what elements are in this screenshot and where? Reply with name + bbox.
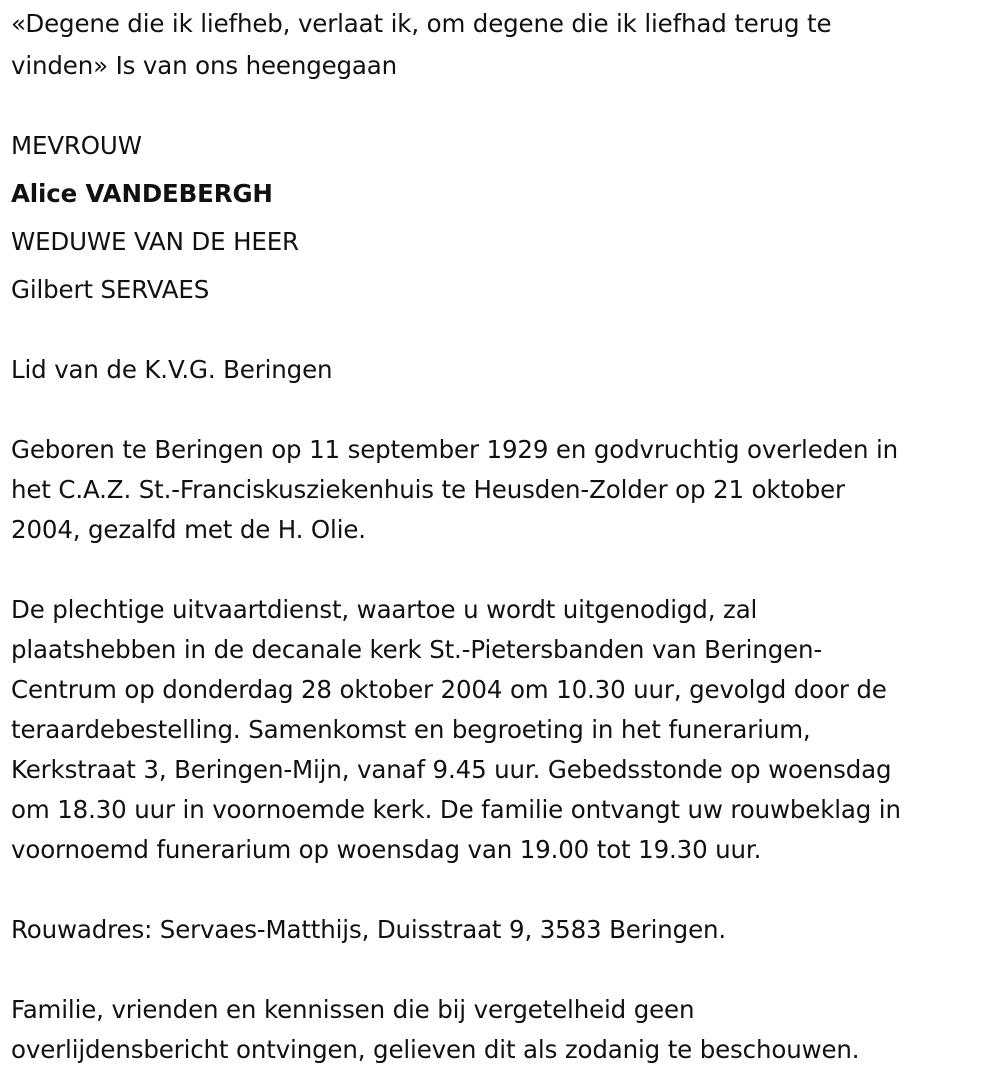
closing-line: Familie, vrienden en kennissen die bij vergetelheid geen	[11, 995, 695, 1024]
funeral-line: plaatshebben in de decanale kerk St.-Pietersbanden van Beringen-	[11, 635, 823, 664]
closing-paragraph	[11, 990, 859, 1070]
birth-death-line: Geboren te Beringen op 11 september 1929 en godvruchtig overleden in	[11, 435, 898, 464]
funeral-line: Kerkstraat 3, Beringen-Mijn, vanaf 9.45 uur. Gebedsstonde op woensdag	[11, 755, 892, 784]
funeral-line: De plechtige uitvaartdienst, waartoe u wordt uitgenodigd, zal	[11, 595, 758, 624]
funeral-line: teraardebestelling. Samenkomst en begroeting in het funerarium,	[11, 715, 811, 744]
birth-death-line: 2004, gezalfd met de H. Olie.	[11, 515, 366, 544]
funeral-paragraph	[11, 590, 901, 870]
spouse-name: Gilbert SERVAES	[11, 275, 210, 304]
relation-line: WEDUWE VAN DE HEER	[11, 227, 299, 256]
closing-line: overlijdensbericht ontvingen, gelieven dit als zodanig te beschouwen.	[11, 1035, 860, 1064]
funeral-line: voornoemd funerarium op woensdag van 19.00 tot 19.30 uur.	[11, 835, 762, 864]
funeral-line: om 18.30 uur in voornoemde kerk. De familie ontvangt uw rouwbeklag in	[11, 795, 901, 824]
membership-line: Lid van de K.V.G. Beringen	[11, 355, 333, 384]
funeral-line: Centrum op donderdag 28 oktober 2004 om 10.30 uur, gevolgd door de	[11, 675, 887, 704]
quote-line-2: vinden» Is van ons heengegaan	[11, 51, 398, 80]
birth-death-paragraph	[11, 430, 898, 550]
birth-death-line: het C.A.Z. St.-Franciskusziekenhuis te Heusden-Zolder op 21 oktober	[11, 475, 845, 504]
mourning-address: Rouwadres: Servaes-Matthijs, Duisstraat 9, 3583 Beringen.	[11, 915, 727, 944]
honorific-title: MEVROUW	[11, 131, 142, 160]
deceased-name: Alice VANDEBERGH	[11, 179, 273, 208]
quote-line-1: «Degene die ik liefheb, verlaat ik, om degene die ik liefhad terug te	[11, 9, 832, 38]
